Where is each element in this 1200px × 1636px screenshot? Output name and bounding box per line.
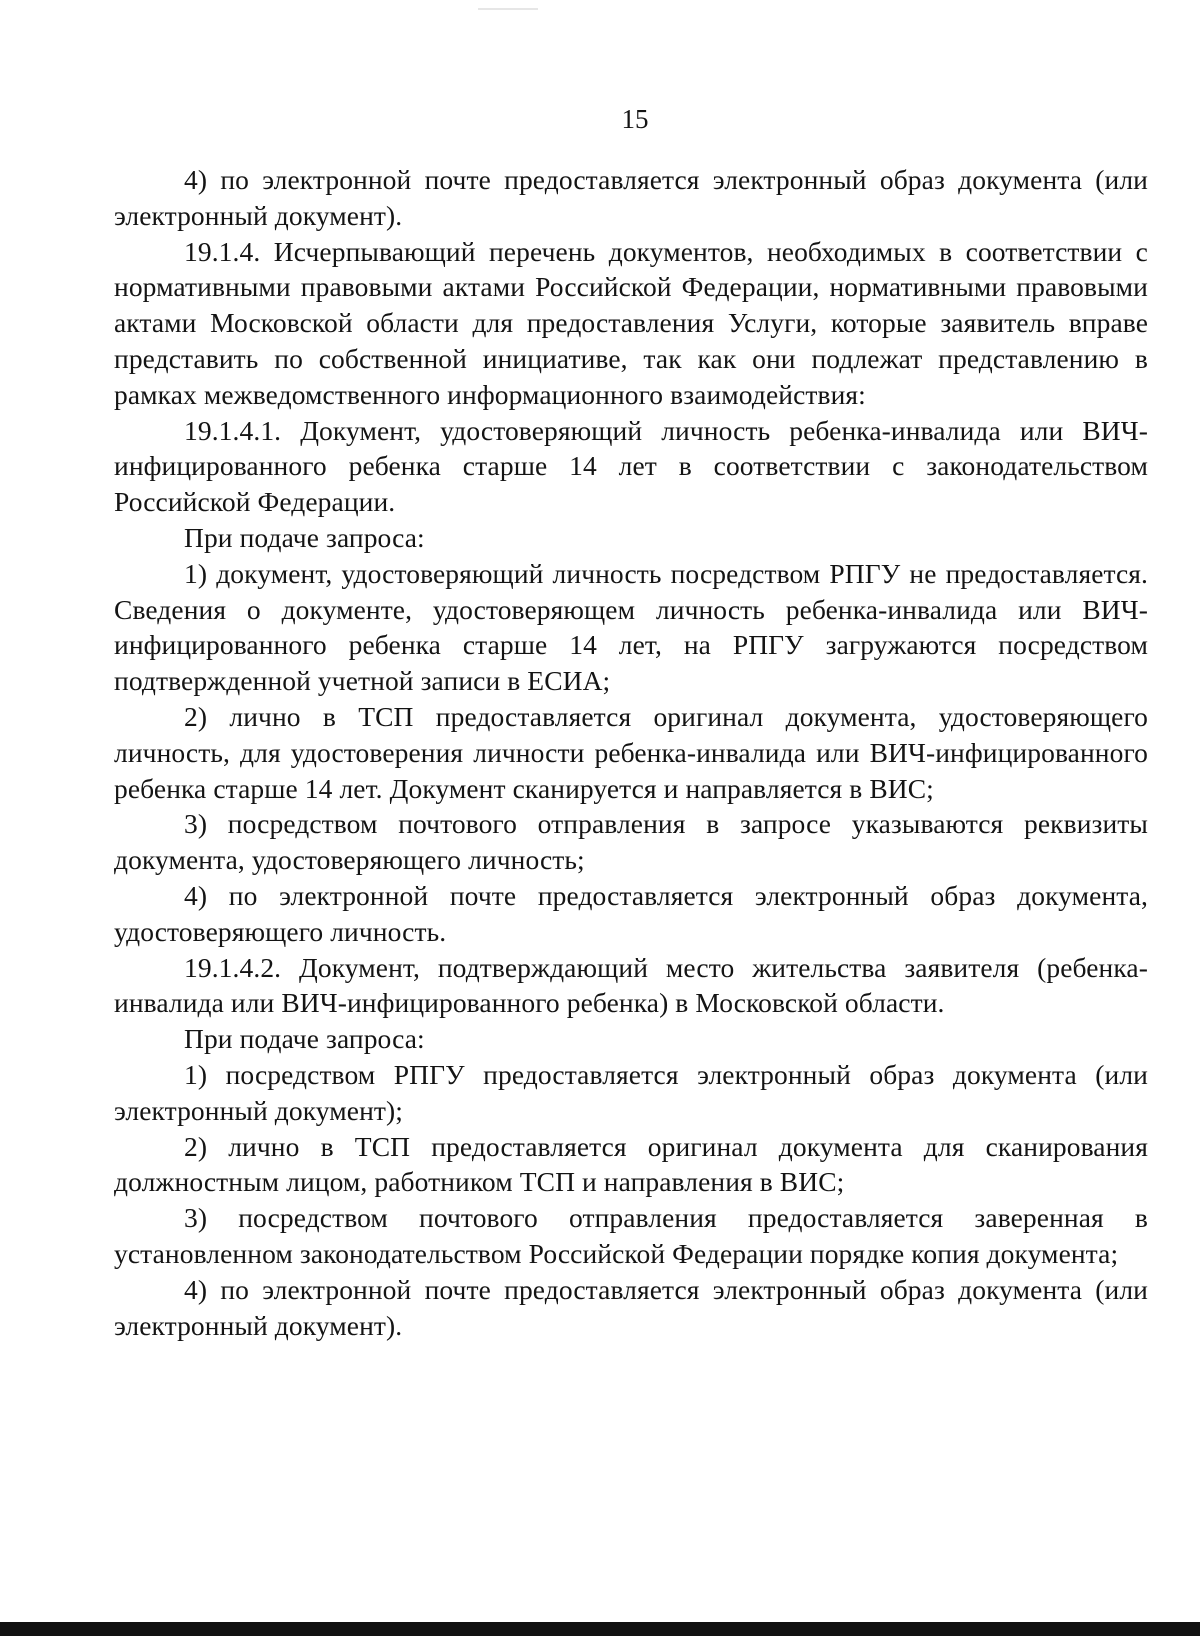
paragraph-item-tsp-1: 2) лично в ТСП предоставляется оригинал документа, удостоверяющего личность, для удостоверения личности ребенка-инвалида или ВИЧ-инфицированного ребенка старше 14 лет. Документ сканируется и направляется в ВИС; xyxy=(114,700,1148,804)
paragraph-item-email-2: 4) по электронной почте предоставляется электронный образ документа, удостоверяющего личность. xyxy=(114,879,1148,947)
scan-bottom-border xyxy=(0,1622,1200,1636)
paragraph-item-post-2: 3) посредством почтового отправления предоставляется заверенная в установленном законодательством Российской Федерации порядке копия документа; xyxy=(114,1202,1148,1269)
paragraph-19-1-4-1: 19.1.4.1. Документ, удостоверяющий личность ребенка-инвалида или ВИЧ-инфицированного ребенка старше 14 лет в соответствии с законодательством Российской Федерации. xyxy=(114,414,1148,518)
scan-artifact xyxy=(478,8,538,10)
paragraph-item-tsp-2: 2) лично в ТСП предоставляется оригинал документа для сканирования должностным лицом, работником ТСП и направления в ВИС; xyxy=(114,1130,1148,1198)
paragraph-item-email-3: 4) по электронной почте предоставляется электронный образ документа (или электронный документ). xyxy=(114,1273,1148,1341)
page-number: 15 xyxy=(621,104,649,134)
paragraph-item-post-1: 3) посредством почтового отправления в запросе указываются реквизиты документа, удостоверяющего личность; xyxy=(114,808,1148,876)
paragraph-19-1-4-2: 19.1.4.2. Документ, подтверждающий место жительства заявителя (ребенка-инвалида или ВИЧ-инфицированного ребенка) в Московской области. xyxy=(114,951,1148,1019)
paragraph-19-1-4: 19.1.4. Исчерпывающий перечень документов, необходимых в соответствии с нормативными правовыми актами Российской Федерации, нормативными правовыми актами Московской области для предоставления Услуги, которые заявитель вправе представить по собственной инициативе, так как они подлежат представлению в рамках межведомственного информационного взаимодействия: xyxy=(114,235,1148,410)
paragraph-request-heading-1: При подаче запроса: xyxy=(184,521,425,553)
paragraph-request-heading-2: При подаче запроса: xyxy=(184,1023,425,1055)
paragraph-item-rpgu-2: 1) посредством РПГУ предоставляется электронный образ документа (или электронный документ); xyxy=(114,1058,1148,1126)
document-body xyxy=(114,162,1148,1343)
paragraph-email-image-1: 4) по электронной почте предоставляется электронный образ документа (или электронный документ). xyxy=(114,164,1148,231)
paragraph-item-rpgu-1: 1) документ, удостоверяющий личность посредством РПГУ не предоставляется. Сведения о документе, удостоверяющем личность ребенка-инвалида или ВИЧ-инфицированного ребенка старше 14 лет, на РПГУ загружаются посредством подтвержденной учетной записи в ЕСИА; xyxy=(114,557,1148,697)
